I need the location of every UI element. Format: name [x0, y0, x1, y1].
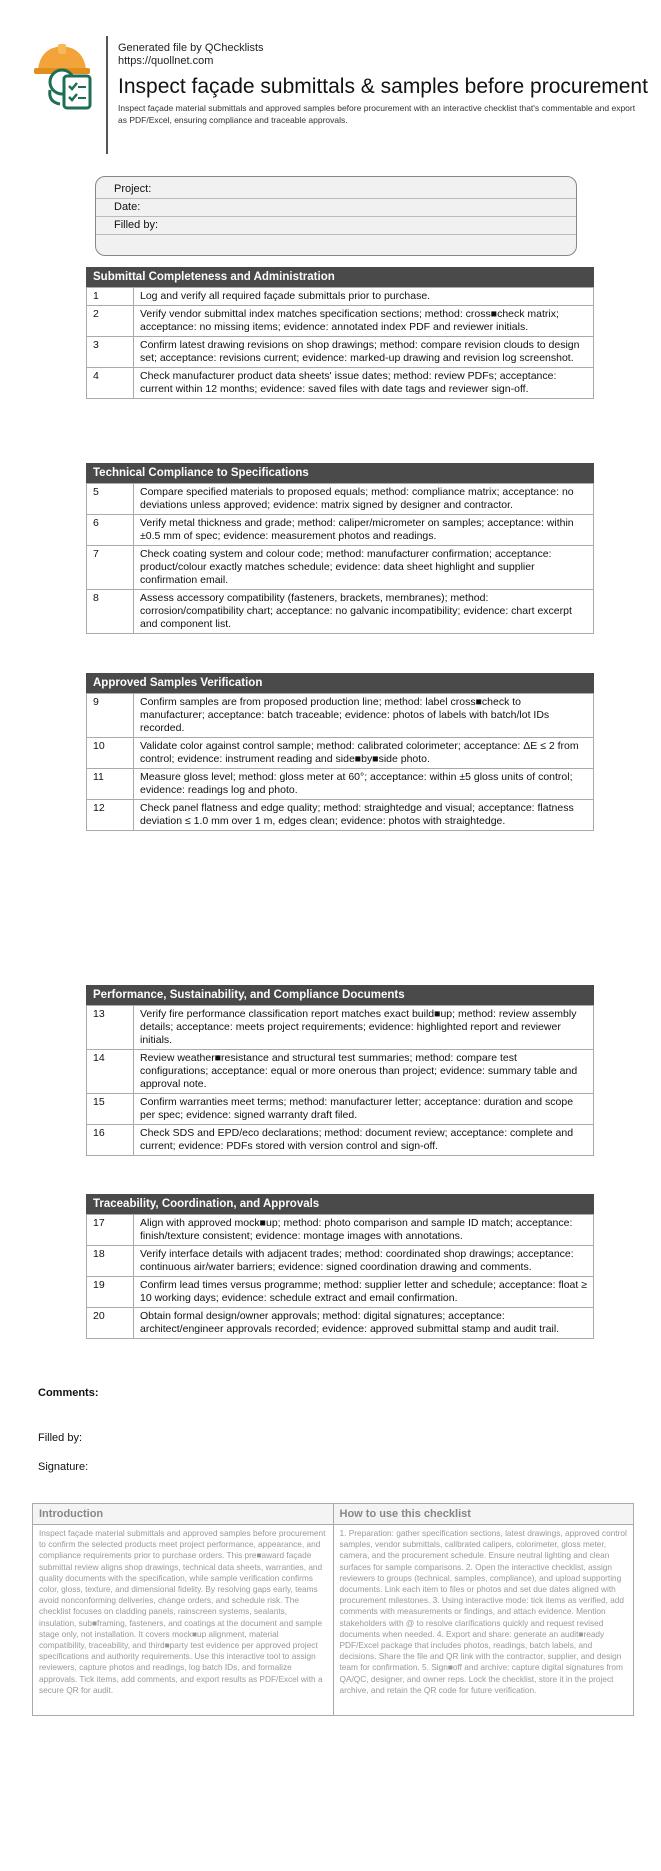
item-text: Verify vendor submittal index matches specification sections; method: cross■check matrix; acceptance: no missing items; evidence: annotated index PDF and reviewer initials. — [134, 306, 594, 337]
filled-by-label: Filled by: — [38, 1432, 83, 1444]
item-text: Verify interface details with adjacent trades; method: coordinated shop drawings; acceptance: continuous air/water barriers; evidence: signed coordination drawing and comments. — [134, 1246, 594, 1277]
page-title: Inspect façade submittals & samples before procurement — [118, 75, 648, 98]
section-performance-documents — [86, 985, 594, 1156]
checklist-row[interactable] — [87, 1215, 594, 1246]
item-number: 3 — [87, 337, 134, 368]
item-number: 11 — [87, 769, 134, 800]
item-number: 13 — [87, 1006, 134, 1050]
checklist-row[interactable] — [87, 484, 594, 515]
item-number: 18 — [87, 1246, 134, 1277]
item-number: 2 — [87, 306, 134, 337]
item-text: Validate color against control sample; method: calibrated colorimeter; acceptance: ΔE ≤ 2 from control; evidence: instrument reading and side■by■side photo. — [134, 738, 594, 769]
checklist-row[interactable] — [87, 1277, 594, 1308]
item-text: Check coating system and colour code; method: manufacturer confirmation; acceptance: product/colour exactly matches schedule; evidence: data sheet highlight and supplier confirmation email. — [134, 546, 594, 590]
checklist-row[interactable] — [87, 1006, 594, 1050]
section-technical-compliance — [86, 463, 594, 634]
item-text: Obtain formal design/owner approvals; method: digital signatures; acceptance: architect/engineer approvals recorded; evidence: approved submittal stamp and audit trail. — [134, 1308, 594, 1339]
comments-label: Comments: — [38, 1387, 99, 1399]
section-title: Traceability, Coordination, and Approvals — [86, 1194, 594, 1214]
item-text: Measure gloss level; method: gloss meter at 60°; acceptance: within ±5 gloss units of control; evidence: readings log and photo. — [134, 769, 594, 800]
checklist-row[interactable] — [87, 1125, 594, 1156]
source-url[interactable]: https://quollnet.com — [118, 55, 214, 67]
introduction-text: Inspect façade material submittals and approved samples before procurement to confirm the selected products meet project performance, appearance, and compliance requirements prior to purchase orders. This pre■award façade submittal review aligns shop drawings, technical data sheets, warranties, and quality documents with the specification, while sample verification confirms color, gloss, texture, and dimensional fidelity. By resolving gaps early, teams avoid nonconforming deliveries, change orders, and schedule risk. The checklist focuses on cladding panels, rainscreen systems, sealants, insulation, sub■framing, fasteners, and coatings at the document and sample stage only, not installation. It covers mock■up alignment, material compatibility, traceability, and third■party test evidence per approved project specifications and authority requirements. Use this interactive tool to assign reviewers, capture photos and readings, log batch IDs, and formalize approvals. Tick items, add comments, and export results as PDF/Excel with a secure QR for audit. — [39, 1528, 326, 1695]
how-to-title: How to use this checklist — [334, 1504, 634, 1525]
checklist-row[interactable] — [87, 1094, 594, 1125]
header-divider — [106, 36, 108, 154]
item-text: Verify fire performance classification report matches exact build■up; method: review assembly details; acceptance: meets project requirements; evidence: highlighted report and reviewer initials. — [134, 1006, 594, 1050]
checklist-row[interactable] — [87, 590, 594, 634]
item-text: Verify metal thickness and grade; method: caliper/micrometer on samples; acceptance: within ±0.5 mm of spec; evidence: measurement photos and readings. — [134, 515, 594, 546]
checklist-row[interactable] — [87, 769, 594, 800]
project-field[interactable]: Project: — [96, 181, 576, 199]
item-number: 19 — [87, 1277, 134, 1308]
item-number: 7 — [87, 546, 134, 590]
date-field[interactable]: Date: — [96, 199, 576, 217]
section-title: Performance, Sustainability, and Compliance Documents — [86, 985, 594, 1005]
section-traceability — [86, 1194, 594, 1339]
checklist-row[interactable] — [87, 546, 594, 590]
item-text: Check manufacturer product data sheets' issue dates; method: review PDFs; acceptance: current within 12 months; evidence: saved files with date tags and reviewer sign-off. — [134, 368, 594, 399]
item-number: 12 — [87, 800, 134, 831]
how-to-text: 1. Preparation: gather specification sections, latest drawings, approved control samples, vendor submittals, calibrated calipers, colorimeter, gloss meter, camera, and the procurement schedule. Ensure neutral lighting and clean surfaces for sample comparisons. 2. Open the interactive checklist, assign reviewers to groups (technical, samples, compliance), and upload supporting documents. Link each item to files or photos and set due dates aligned with procurement milestones. 3. Using interactive mode: tick items as verified, add comments with measurements or findings, and attach evidence. Mention stakeholders with @ to resolve clarifications quickly and request revised documents when needed. 4. Export and share: generate an audit■ready PDF/Excel package that includes photos, readings, batch labels, and decisions. Share the file and QR link with the contractor, supplier, and design team for confirmation. 5. Sign■off and archive: capture digital signatures from QA/QC, designer, and owner reps. Lock the checklist, store it in the project archive, and retain the QR code for future verification. — [339, 1528, 627, 1695]
item-number: 4 — [87, 368, 134, 399]
item-number: 14 — [87, 1050, 134, 1094]
hardhat-checklist-logo-icon — [30, 38, 102, 112]
item-text: Log and verify all required façade submittals prior to purchase. — [134, 288, 594, 306]
info-panel — [32, 1503, 634, 1716]
introduction-column — [33, 1504, 333, 1715]
item-number: 17 — [87, 1215, 134, 1246]
page-subtitle: Inspect façade material submittals and approved samples before procurement with an interactive checklist that's commentable and export as PDF/Excel, ensuring compliance and traceable approvals. — [118, 103, 636, 125]
checklist-row[interactable] — [87, 337, 594, 368]
section-approved-samples — [86, 673, 594, 831]
item-number: 6 — [87, 515, 134, 546]
checklist-row[interactable] — [87, 800, 594, 831]
item-number: 9 — [87, 694, 134, 738]
item-number: 8 — [87, 590, 134, 634]
checklist-row[interactable] — [87, 1050, 594, 1094]
how-to-column — [333, 1504, 634, 1715]
item-number: 10 — [87, 738, 134, 769]
item-text: Review weather■resistance and structural test summaries; method: compare test configurations; acceptance: equal or more onerous than project; evidence: summary table and approval note. — [134, 1050, 594, 1094]
introduction-title: Introduction — [33, 1504, 333, 1525]
item-text: Check SDS and EPD/eco declarations; method: document review; acceptance: complete and current; evidence: PDFs stored with version control and sign-off. — [134, 1125, 594, 1156]
item-text: Compare specified materials to proposed equals; method: compliance matrix; acceptance: no deviations unless approved; evidence: matrix signed by designer and contractor. — [134, 484, 594, 515]
section-title: Technical Compliance to Specifications — [86, 463, 594, 483]
section-title: Submittal Completeness and Administration — [86, 267, 594, 287]
item-text: Align with approved mock■up; method: photo comparison and sample ID match; acceptance: finish/texture consistent; evidence: montage images with annotations. — [134, 1215, 594, 1246]
item-text: Check panel flatness and edge quality; method: straightedge and visual; acceptance: flatness deviation ≤ 1.0 mm over 1 m, edges clean; evidence: photos with straightedge. — [134, 800, 594, 831]
item-text: Confirm lead times versus programme; method: supplier letter and schedule; acceptance: float ≥ 10 working days; evidence: schedule extract and email confirmation. — [134, 1277, 594, 1308]
filled-by-field[interactable]: Filled by: — [96, 217, 576, 235]
checklist-row[interactable] — [87, 306, 594, 337]
item-text: Confirm latest drawing revisions on shop drawings; method: compare revision clouds to design set; acceptance: revisions current; evidence: marked-up drawing and revision log screenshot. — [134, 337, 594, 368]
checklist-row[interactable] — [87, 1246, 594, 1277]
item-number: 20 — [87, 1308, 134, 1339]
checklist-row[interactable] — [87, 1308, 594, 1339]
checklist-row[interactable] — [87, 694, 594, 738]
generated-by: Generated file by QChecklists — [118, 42, 264, 54]
item-text: Confirm samples are from proposed production line; method: label cross■check to manufacturer; acceptance: batch traceable; evidence: photos of labels with batch/lot IDs recorded. — [134, 694, 594, 738]
checklist-row[interactable] — [87, 738, 594, 769]
item-number: 5 — [87, 484, 134, 515]
project-info-box — [95, 176, 577, 256]
item-number: 15 — [87, 1094, 134, 1125]
checklist-row[interactable] — [87, 288, 594, 306]
section-title: Approved Samples Verification — [86, 673, 594, 693]
item-number: 1 — [87, 288, 134, 306]
item-number: 16 — [87, 1125, 134, 1156]
checklist-row[interactable] — [87, 515, 594, 546]
item-text: Assess accessory compatibility (fasteners, brackets, membranes); method: corrosion/compatibility chart; acceptance: no galvanic incompatibility; evidence: chart excerpt and component list. — [134, 590, 594, 634]
signature-label: Signature: — [38, 1461, 89, 1473]
checklist-row[interactable] — [87, 368, 594, 399]
item-text: Confirm warranties meet terms; method: manufacturer letter; acceptance: duration and scope per spec; evidence: signed warranty draft filed. — [134, 1094, 594, 1125]
section-submittal-completeness — [86, 267, 594, 399]
